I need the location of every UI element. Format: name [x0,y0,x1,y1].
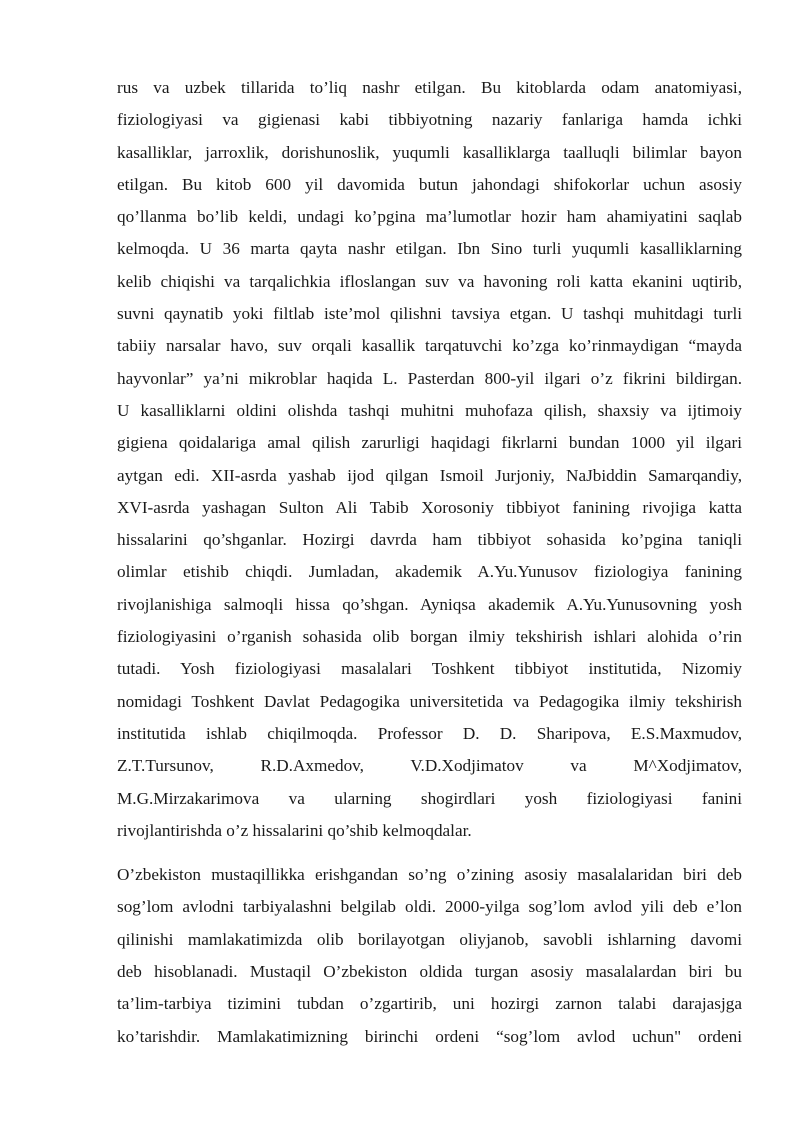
text-line: tutadi. Yosh fiziologiyasi masalalari Toshkent tibbiyot institutida, Nizomiy [117,659,742,679]
text-line: hayvonlar” ya’ni mikroblar haqida L. Pasterdan 800-yil ilgari o’z fikrini bildirgan. [117,368,742,388]
text-line: nomidagi Toshkent Davlat Pedagogika universitetida va Pedagogika ilmiy tekshirish [117,691,742,711]
text-line: tabiiy narsalar havo, suv orqali kasallik tarqatuvchi ko’zga ko’rinmaydigan “mayda [117,336,742,356]
text-line: gigiena qoidalariga amal qilish zarurligi haqidagi fikrlarni bundan 1000 yil ilgari [117,433,742,453]
text-line: fiziologiyasini o’rganish sohasida olib borgan ilmiy tekshirish ishlari alohida o’rin [117,627,742,647]
text-line: fiziologiyasi va gigienasi kabi tibbiyotning nazariy fanlariga hamda ichki [117,110,742,130]
text-line: kelmoqda. U 36 marta qayta nashr etilgan. Ibn Sino turli yuqumli kasalliklarning [117,239,742,259]
text-line: hissalarini qo’shganlar. Hozirgi davrda ham tibbiyot sohasida ko’pgina taniqli [117,530,742,550]
text-line: O’zbekiston mustaqillikka erishgandan so’ng o’zining asosiy masalalaridan biri deb [117,865,742,885]
text-line: sog’lom avlodni tarbiyalashni belgilab oldi. 2000-yilga sog’lom avlod yili deb e’lon [117,897,742,917]
text-line: XVI-asrda yashagan Sulton Ali Tabib Xorosoniy tibbiyot fanining rivojiga katta [117,497,742,517]
document-body [117,72,742,1053]
text-line: ta’lim-tarbiya tizimini tubdan o’zgartirib, uni hozirgi zarnon talabi darajasjga [117,994,742,1014]
text-line: ko’tarishdir. Mamlakatimizning birinchi ordeni “sog’lom avlod uchun" ordeni [117,1026,742,1046]
text-line: U kasalliklarni oldini olishda tashqi muhitni muhofaza qilish, shaxsiy va ijtimoiy [117,400,742,420]
text-line: olimlar etishib chiqdi. Jumladan, akademik A.Yu.Yunusov fiziologiya fanining [117,562,742,582]
paragraph-2 [117,859,742,1053]
text-line: deb hisoblanadi. Mustaqil O’zbekiston oldida turgan asosiy masalalardan biri bu [117,962,742,982]
text-line: aytgan edi. XII-asrda yashab ijod qilgan Ismoil Jurjoniy, NaJbiddin Samarqandiy, [117,465,742,485]
text-line: rivojlanishiga salmoqli hissa qo’shgan. Ayniqsa akademik A.Yu.Yunusovning yosh [117,594,742,614]
text-line: suvni qaynatib yoki filtlab iste’mol qilishni tavsiya etgan. U tashqi muhitdagi turli [117,304,742,324]
text-line: kasalliklar, jarroxlik, dorishunoslik, yuqumli kasalliklarga taalluqli bilimlar bayon [117,142,742,162]
text-line: Z.T.Tursunov, R.D.Axmedov, V.D.Xodjimatov va M^Xodjimatov, [117,756,742,776]
text-line: rus va uzbek tillarida to’liq nashr etilgan. Bu kitoblarda odam anatomiyasi, [117,78,742,97]
text-line: rivojlantirishda o’z hissalarini qo’shib kelmoqdalar. [117,820,472,840]
paragraph-1 [117,72,742,847]
text-line: kelib chiqishi va tarqalichkia ifloslangan suv va havoning roli katta ekanini uqtirib, [117,271,742,291]
text-line: qilinishi mamlakatimizda olib borilayotgan oliyjanob, savobli ishlarning davomi [117,929,742,949]
text-line: institutida ishlab chiqilmoqda. Professor D. D. Sharipova, E.S.Maxmudov, [117,723,742,743]
text-line: M.G.Mirzakarimova va ularning shogirdlari yosh fiziologiyasi fanini [117,788,742,808]
text-line: etilgan. Bu kitob 600 yil davomida butun jahondagi shifokorlar uchun asosiy [117,174,742,194]
text-line: qo’llanma bo’lib keldi, undagi ko’pgina ma’lumotlar hozir ham ahamiyatini saqlab [117,207,742,227]
